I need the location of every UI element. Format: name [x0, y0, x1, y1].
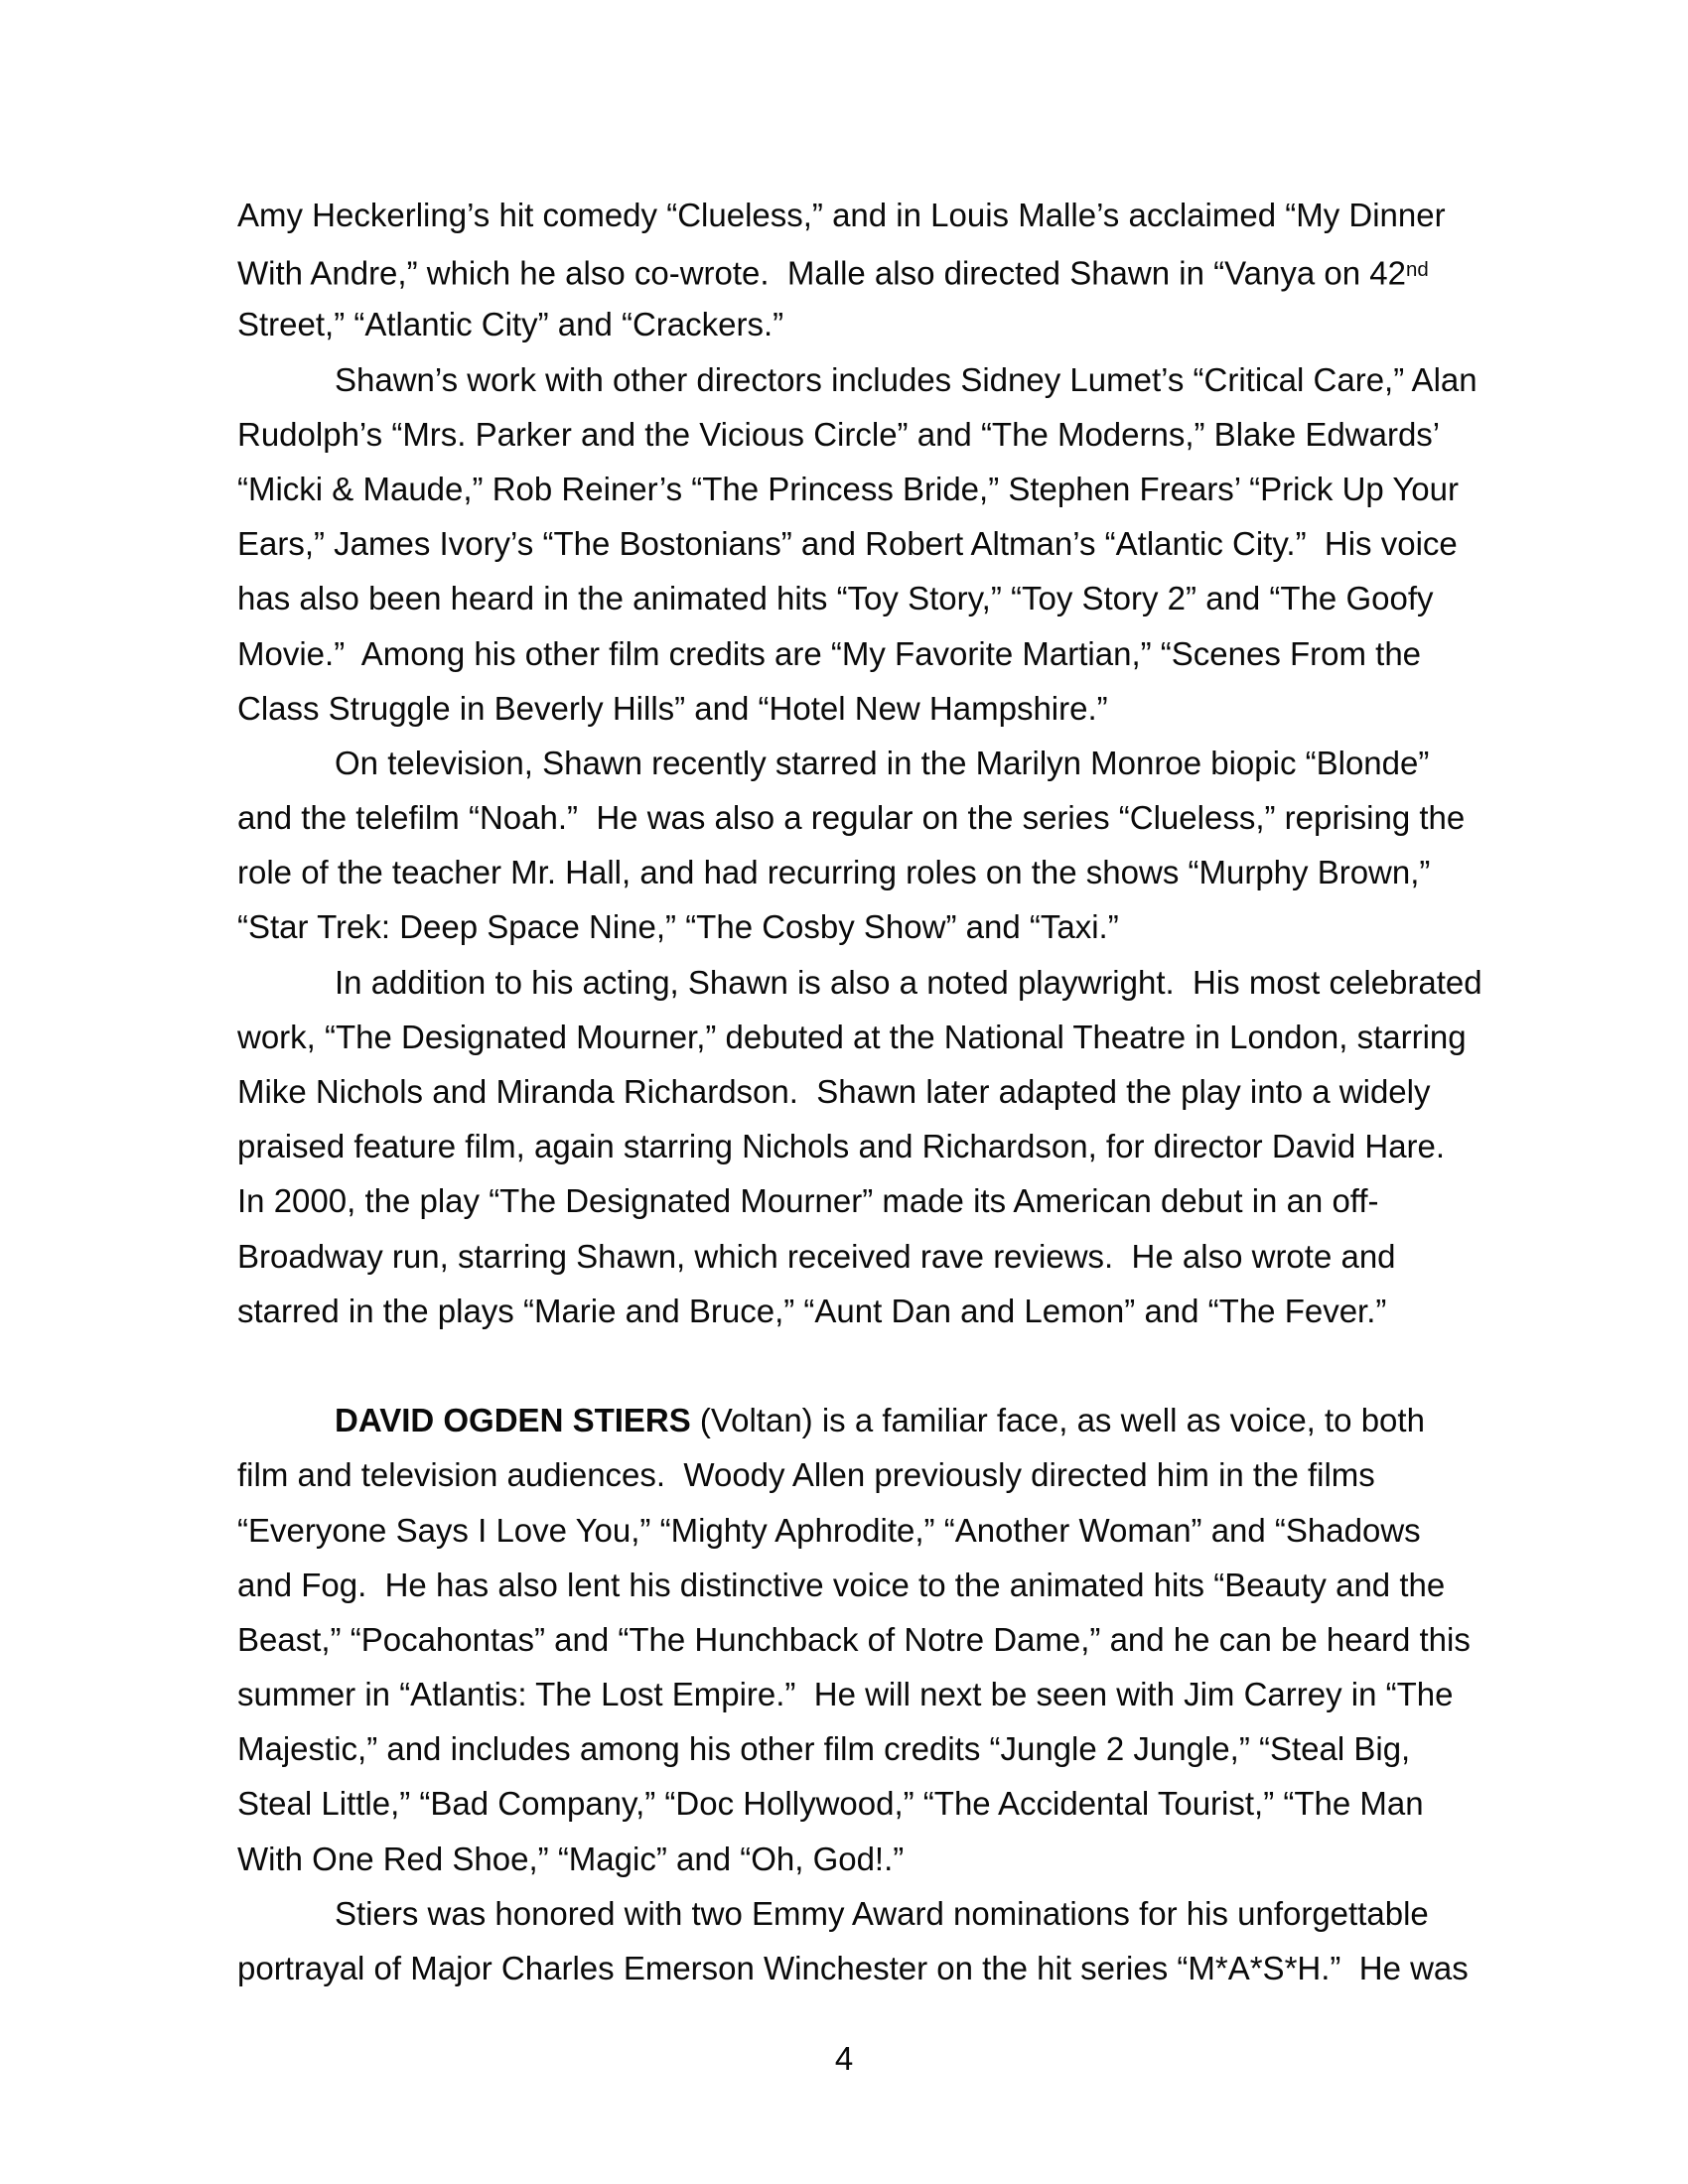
text-line	[237, 955, 1482, 1010]
text-segment: Mike Nichols and Miranda Richardson. Shawn later adapted the play into a widely	[237, 1073, 1431, 1110]
text-segment: Broadway run, starring Shawn, which received rave reviews. He also wrote and	[237, 1237, 1396, 1275]
text-line	[237, 1229, 1474, 1284]
text-line	[237, 790, 1474, 845]
ordinal-superscript: nd	[1405, 258, 1429, 282]
text-segment: With One Red Shoe,” “Magic” and “Oh, God!.”	[237, 1840, 905, 1877]
text-segment: Shawn’s work with other directors includes Sidney Lumet’s “Critical Care,” Alan	[335, 360, 1477, 398]
text-segment: (Voltan) is a familiar face, as well as voice, to both	[690, 1402, 1425, 1439]
actor-name-bold: DAVID OGDEN STIERS	[335, 1402, 691, 1439]
text-line	[237, 516, 1474, 571]
text-line	[237, 1667, 1474, 1721]
text-segment: “Star Trek: Deep Space Nine,” “The Cosby Show” and “Taxi.”	[237, 908, 1119, 946]
text-segment: “Everyone Says I Love You,” “Mighty Aphrodite,” “Another Woman” and “Shadows	[237, 1511, 1421, 1549]
text-segment: With Andre,” which he also co-wrote. Malle also directed Shawn in “Vanya on 42	[237, 254, 1406, 292]
text-segment: On television, Shawn recently starred in the Marilyn Monroe biopic “Blonde”	[335, 744, 1430, 781]
text-segment: Rudolph’s “Mrs. Parker and the Vicious Circle” and “The Moderns,” Blake Edwards’	[237, 415, 1441, 453]
text-line	[237, 626, 1474, 681]
blank-line	[237, 1338, 1474, 1393]
text-segment: Steal Little,” “Bad Company,” “Doc Hollywood,” “The Accidental Tourist,” “The Man	[237, 1785, 1424, 1823]
text-segment: Majestic,” and includes among his other film credits “Jungle 2 Jungle,” “Steal Big,	[237, 1730, 1411, 1768]
text-line	[237, 1447, 1474, 1502]
text-line	[237, 1503, 1474, 1558]
text-segment: “Micki & Maude,” Rob Reiner’s “The Princess Bride,” Stephen Frears’ “Prick Up Your	[237, 470, 1460, 507]
text-line	[237, 1721, 1474, 1776]
text-line	[237, 1064, 1474, 1119]
text-segment: Beast,” “Pocahontas” and “The Hunchback of Notre Dame,” and he can be heard this	[237, 1620, 1471, 1658]
text-segment: Street,” “Atlantic City” and “Crackers.”	[237, 306, 784, 343]
text-line	[237, 1941, 1474, 1995]
text-line	[237, 1832, 1474, 1886]
text-segment: summer in “Atlantis: The Lost Empire.” He will next be seen with Jim Carrey in “The	[237, 1676, 1454, 1713]
text-line	[237, 1284, 1474, 1338]
text-line	[237, 1119, 1474, 1173]
text-line	[237, 1776, 1474, 1831]
text-line	[237, 1393, 1474, 1447]
text-segment: role of the teacher Mr. Hall, and had recurring roles on the shows “Murphy Brown,”	[237, 854, 1431, 891]
text-segment: In addition to his acting, Shawn is also a noted playwright. His most celebrated	[335, 963, 1482, 1001]
text-line	[237, 462, 1474, 516]
text-segment: and Fog. He has also lent his distinctive voice to the animated hits “Beauty and the	[237, 1566, 1446, 1603]
text-line	[237, 736, 1474, 790]
text-segment: Stiers was honored with two Emmy Award nominations for his unforgettable	[335, 1894, 1429, 1932]
page-number: 4	[834, 2040, 854, 2077]
text-line	[237, 188, 1474, 242]
document-body	[237, 188, 1482, 1995]
text-line	[237, 899, 1474, 954]
text-line	[237, 407, 1474, 462]
text-segment: Class Struggle in Beverly Hills” and “Hotel New Hampshire.”	[237, 689, 1108, 727]
text-line	[237, 352, 1477, 407]
text-line	[237, 1612, 1474, 1667]
text-segment: has also been heard in the animated hits “Toy Story,” “Toy Story 2” and “The Goofy	[237, 580, 1434, 617]
text-line	[237, 845, 1474, 899]
text-line	[237, 242, 1474, 297]
text-segment: praised feature film, again starring Nichols and Richardson, for director David Hare.	[237, 1128, 1446, 1165]
text-line	[237, 1558, 1474, 1612]
text-segment: work, “The Designated Mourner,” debuted at the National Theatre in London, starring	[237, 1018, 1467, 1055]
text-line	[237, 571, 1474, 625]
text-segment: portrayal of Major Charles Emerson Winchester on the hit series “M*A*S*H.” He was	[237, 1950, 1469, 1986]
text-line	[237, 1173, 1474, 1228]
text-segment: and the telefilm “Noah.” He was also a regular on the series “Clueless,” reprising the	[237, 799, 1466, 837]
text-line	[237, 1886, 1474, 1941]
text-segment: Ears,” James Ivory’s “The Bostonians” and Robert Altman’s “Atlantic City.” His voice	[237, 525, 1458, 563]
text-segment: Movie.” Among his other film credits are “My Favorite Martian,” “Scenes From the	[237, 634, 1422, 672]
text-segment: In 2000, the play “The Designated Mourner” made its American debut in an off-	[237, 1182, 1379, 1220]
text-line	[237, 297, 1474, 351]
text-segment: Amy Heckerling’s hit comedy “Clueless,” and in Louis Malle’s acclaimed “My Dinner	[237, 197, 1446, 233]
text-segment: film and television audiences. Woody Allen previously directed him in the films	[237, 1456, 1375, 1494]
text-segment: starred in the plays “Marie and Bruce,” “Aunt Dan and Lemon” and “The Fever.”	[237, 1292, 1387, 1329]
text-line	[237, 1010, 1474, 1064]
text-line	[237, 681, 1474, 736]
